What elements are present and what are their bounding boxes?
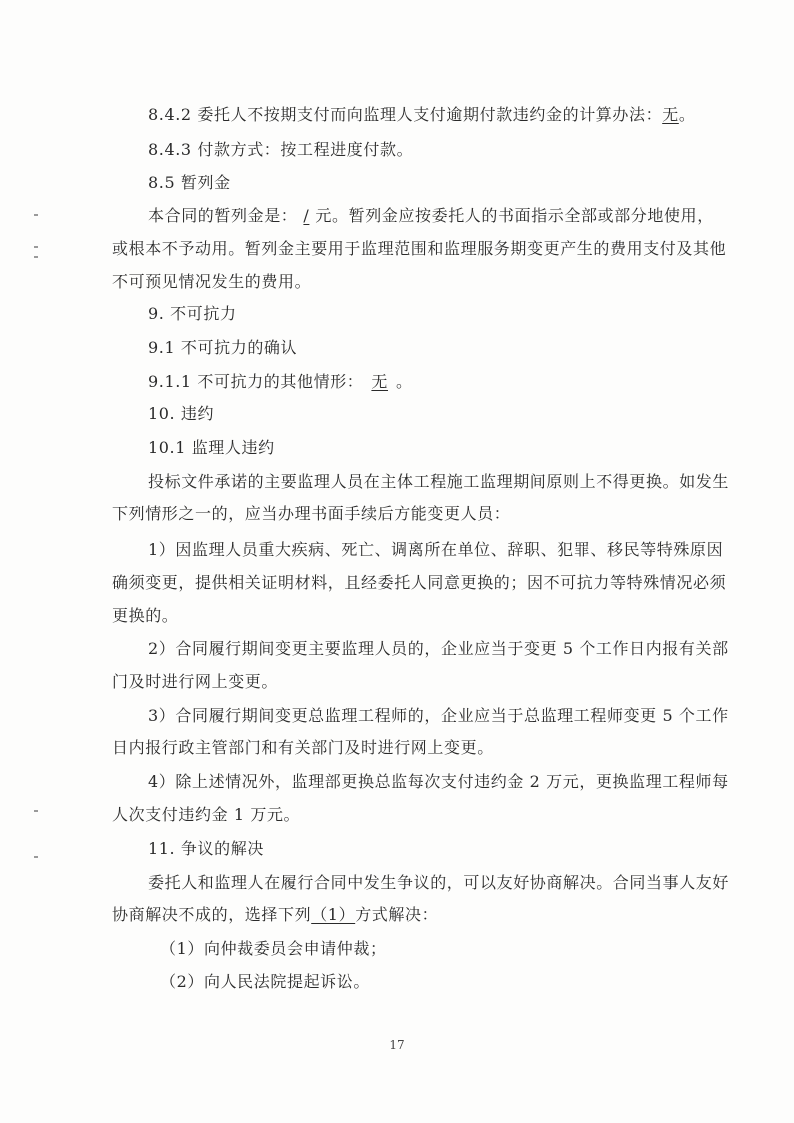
filled-value: / (303, 206, 310, 225)
list-item-2: 2）合同履行期间变更主要监理人员的，企业应当于变更 5 个工作日内报有关部 (148, 639, 729, 658)
section-heading-10: 10. 违约 (148, 404, 215, 423)
filled-value: 无 (662, 105, 679, 124)
paragraph-line: 下列情形之一的，应当办理书面手续后方能变更人员： (112, 504, 511, 523)
paragraph-line: 委托人和监理人在履行合同中发生争议的，可以友好协商解决。合同当事人友好 (148, 873, 730, 892)
paragraph-line: 不可预见情况发生的费用。 (112, 272, 312, 291)
page-number: 17 (389, 1038, 405, 1052)
filled-value: 无 (371, 372, 389, 391)
clause-8-4-2: 8.4.2 委托人不按期支付而向监理人支付逾期付款违约金的计算办法：无。 (148, 105, 696, 124)
list-item-3: 3）合同履行期间变更总监理工程师的，企业应当于总监理工程师变更 5 个工作 (148, 706, 729, 725)
list-item-4: 4）除上述情况外，监理部更换总监每次支付违约金 2 万元，更换监理工程师每 (148, 772, 729, 791)
section-heading-8-5: 8.5 暂列金 (148, 173, 231, 192)
clause-9-1-1: 9.1.1 不可抗力的其他情形： 无 。 (148, 372, 413, 391)
paragraph-line: 本合同的暂列金是： / 元。暂列金应按委托人的书面指示全部或部分地使用， (148, 206, 714, 225)
section-heading-9-1: 9.1 不可抗力的确认 (148, 338, 298, 357)
paragraph-line: 日内报行政主管部门和有关部门及时进行网上变更。 (112, 738, 494, 757)
filled-value: （1） (311, 905, 356, 924)
section-heading-10-1: 10.1 监理人违约 (148, 438, 275, 457)
section-heading-11: 11. 争议的解决 (148, 839, 264, 858)
paragraph-line: 协商解决不成的，选择下列（1）方式解决： (112, 905, 439, 924)
option-1: （1）向仲裁委员会申请仲裁； (160, 939, 387, 958)
paragraph-line: 人次支付违约金 1 万元。 (112, 805, 301, 824)
paragraph-line: 或根本不予动用。暂列金主要用于监理范围和监理服务期变更产生的费用支付及其他 (112, 239, 727, 258)
paragraph-line: 门及时进行网上变更。 (112, 672, 279, 691)
option-2: （2）向人民法院提起诉讼。 (160, 972, 370, 991)
paragraph-line: 更换的。 (112, 606, 179, 625)
section-heading-9: 9. 不可抗力 (148, 304, 237, 323)
list-item-1: 1）因监理人员重大疾病、死亡、调离所在单位、辞职、犯罪、移民等特殊原因 (148, 540, 724, 559)
paragraph-line: 确须变更，提供相关证明材料，且经委托人同意更换的；因不可抗力等特殊情况必须 (112, 573, 727, 592)
paragraph-line: 投标文件承诺的主要监理人员在主体工程施工监理期间原则上不得更换。如发生 (148, 472, 730, 491)
clause-8-4-3: 8.4.3 付款方式：按工程进度付款。 (148, 140, 414, 159)
